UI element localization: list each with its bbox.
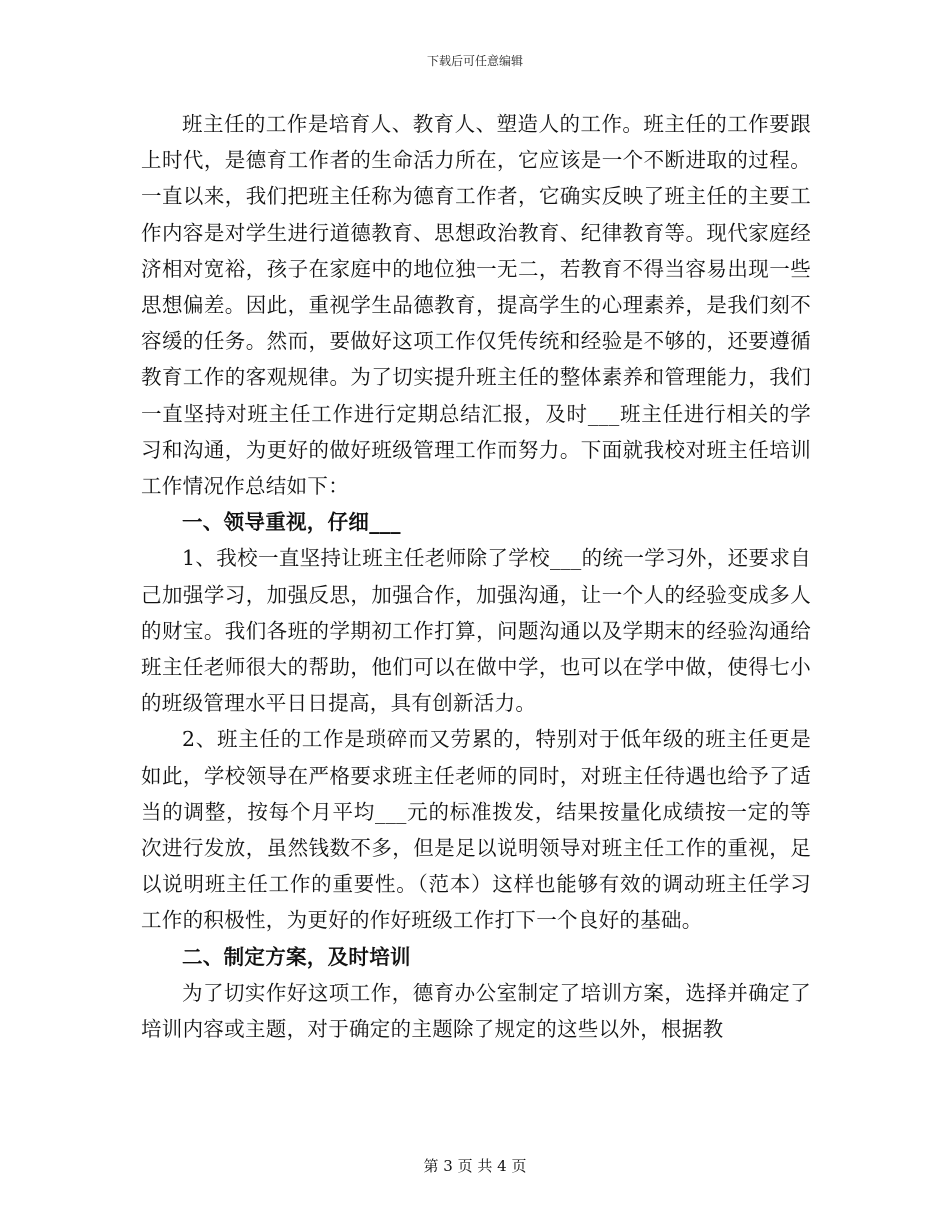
paragraph-training: 为了切实作好这项工作，德育办公室制定了培训方案，选择并确定了培训内容或主题，对于确定的主题除了规定的这些以外，根据教: [141, 980, 811, 1042]
paragraph-item-1: 1、我校一直坚持让班主任老师除了学校___的统一学习外，还要求自己加强学习，加强反思，加强合作，加强沟通，让一个人的经验变成多人的财宝。我们各班的学期初工作打算，问题沟通以及学期末的经验沟通给班主任老师很大的帮助，他们可以在做中学，也可以在学中做，使得七小的班级管理水平日日提高，具有创新活力。: [141, 546, 811, 716]
page-header: 下载后可任意编辑: [426, 54, 523, 68]
paragraph-item-2: 2、班主任的工作是琐碎而又劳累的，特别对于低年级的班主任更是如此，学校领导在严格要求班主任老师的同时，对班主任待遇也给予了适当的调整，按每个月平均___元的标准拨发，结果按量化成绩按一定的等次进行发放，虽然钱数不多，但是足以说明领导对班主任工作的重视，足以说明班主任工作的重要性。（范本）这样也能够有效的调动班主任学习工作的积极性，为更好的作好班级工作打下一个良好的基础。: [141, 727, 811, 933]
page-footer: 第 3 页 共 4 页: [423, 1157, 527, 1175]
section-heading-1: 一、领导重视，仔细___: [182, 510, 401, 535]
paragraph-intro: 班主任的工作是培育人、教育人、塑造人的工作。班主任的工作要跟上时代，是德育工作者的生命活力所在，它应该是一个不断进取的过程。一直以来，我们把班主任称为德育工作者，它确实反映了班主任的主要工作内容是对学生进行道德教育、思想政治教育、纪律教育等。现代家庭经济相对宽裕，孩子在家庭中的地位独一无二，若教育不得当容易出现一些思想偏差。因此，重视学生品德教育，提高学生的心理素养，是我们刻不容缓的任务。然而，要做好这项工作仅凭传统和经验是不够的，还要遵循教育工作的客观规律。为了切实提升班主任的整体素养和管理能力，我们一直坚持对班主任工作进行定期总结汇报，及时___班主任进行相关的学习和沟通，为更好的做好班级管理工作而努力。下面就我校对班主任培训工作情况作总结如下：: [141, 112, 811, 499]
document-body: [141, 106, 811, 1047]
section-heading-2: 二、制定方案，及时培训: [182, 944, 411, 969]
